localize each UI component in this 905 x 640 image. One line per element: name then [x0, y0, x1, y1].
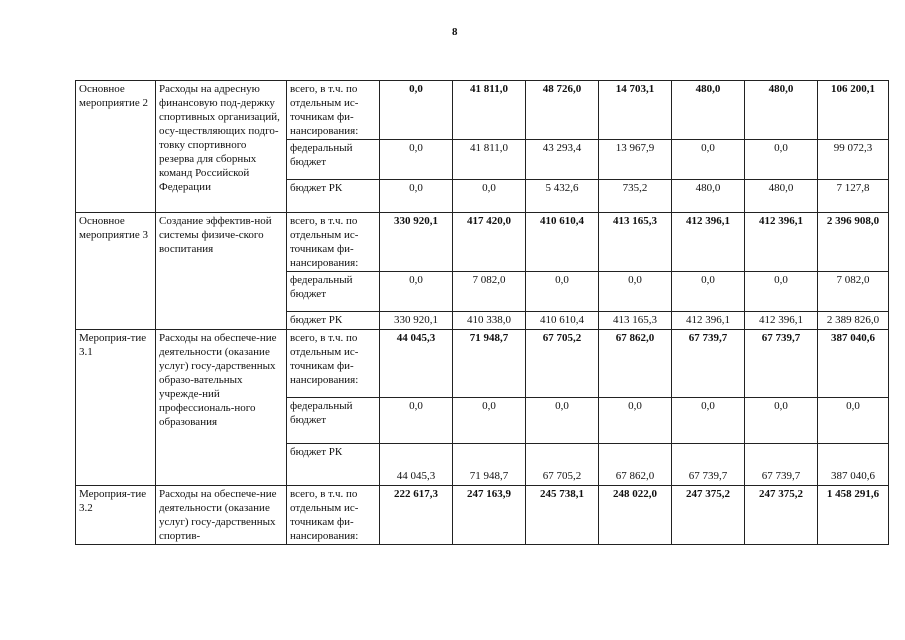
- budget-table: [75, 80, 889, 545]
- source-label-cell: всего, в т.ч. по отдельным ис-точникам фи-нансирования:: [287, 213, 380, 272]
- total-value-cell: 7 082,0: [818, 272, 889, 312]
- value-cell: 412 396,1: [672, 312, 745, 330]
- table-row: [76, 81, 889, 140]
- value-cell: 735,2: [599, 180, 672, 213]
- value-cell: 43 293,4: [526, 140, 599, 180]
- value-cell: 0,0: [672, 140, 745, 180]
- source-label-cell: федеральный бюджет: [287, 272, 380, 312]
- value-cell: 222 617,3: [380, 486, 453, 545]
- value-cell: 13 967,9: [599, 140, 672, 180]
- value-cell: 330 920,1: [380, 213, 453, 272]
- source-label-cell: всего, в т.ч. по отдельным ис-точникам фи-нансирования:: [287, 486, 380, 545]
- value-cell: 413 165,3: [599, 312, 672, 330]
- table-row: [76, 330, 889, 398]
- source-label-cell: бюджет РК: [287, 444, 380, 486]
- value-cell: 330 920,1: [380, 312, 453, 330]
- value-cell: 44 045,3: [380, 330, 453, 398]
- event-name-cell: Создание эффектив-ной системы физиче-ского воспитания: [156, 213, 287, 330]
- table-row: [76, 213, 889, 272]
- value-cell: 0,0: [526, 272, 599, 312]
- total-value-cell: 106 200,1: [818, 81, 889, 140]
- event-name-cell: Расходы на адресную финансовую под-держку спортивных организаций, осу-ществляющих подго-товку спортивного резерва для сборных команд Российской Федерации: [156, 81, 287, 213]
- value-cell: 0,0: [380, 81, 453, 140]
- total-value-cell: 1 458 291,6: [818, 486, 889, 545]
- source-label-cell: всего, в т.ч. по отдельным ис-точникам фи-нансирования:: [287, 330, 380, 398]
- value-cell: 71 948,7: [453, 330, 526, 398]
- source-label-cell: всего, в т.ч. по отдельным ис-точникам фи-нансирования:: [287, 81, 380, 140]
- value-cell: 41 811,0: [453, 140, 526, 180]
- value-cell: 41 811,0: [453, 81, 526, 140]
- value-cell: 247 375,2: [745, 486, 818, 545]
- total-value-cell: 0,0: [818, 398, 889, 444]
- value-cell: 7 082,0: [453, 272, 526, 312]
- value-cell: 14 703,1: [599, 81, 672, 140]
- value-cell: 0,0: [453, 180, 526, 213]
- value-cell: 67 739,7: [745, 330, 818, 398]
- value-cell: 0,0: [453, 398, 526, 444]
- table-row: [76, 486, 889, 545]
- event-code-cell: Мероприя-тие 3.1: [76, 330, 156, 486]
- value-cell: 0,0: [745, 398, 818, 444]
- event-code-cell: Мероприя-тие 3.2: [76, 486, 156, 545]
- value-cell: 67 739,7: [745, 444, 818, 486]
- event-code-cell: Основное мероприятие 2: [76, 81, 156, 213]
- total-value-cell: 2 396 908,0: [818, 213, 889, 272]
- value-cell: 0,0: [380, 180, 453, 213]
- value-cell: 0,0: [672, 272, 745, 312]
- value-cell: 245 738,1: [526, 486, 599, 545]
- value-cell: 67 705,2: [526, 444, 599, 486]
- source-label-cell: федеральный бюджет: [287, 140, 380, 180]
- total-value-cell: 99 072,3: [818, 140, 889, 180]
- value-cell: 412 396,1: [745, 312, 818, 330]
- value-cell: 410 338,0: [453, 312, 526, 330]
- value-cell: 410 610,4: [526, 213, 599, 272]
- value-cell: 412 396,1: [745, 213, 818, 272]
- source-label-cell: бюджет РК: [287, 180, 380, 213]
- value-cell: 0,0: [599, 272, 672, 312]
- event-name-cell: Расходы на обеспече-ние деятельности (оказание услуг) госу-дарственных спортив-: [156, 486, 287, 545]
- page-number: 8: [452, 26, 458, 38]
- event-name-cell: Расходы на обеспече-ние деятельности (оказание услуг) госу-дарственных образо-вательных учрежде-ний профессиональ-ного образования: [156, 330, 287, 486]
- value-cell: 71 948,7: [453, 444, 526, 486]
- value-cell: 0,0: [599, 398, 672, 444]
- value-cell: 417 420,0: [453, 213, 526, 272]
- value-cell: 410 610,4: [526, 312, 599, 330]
- value-cell: 0,0: [380, 398, 453, 444]
- value-cell: 413 165,3: [599, 213, 672, 272]
- value-cell: 0,0: [526, 398, 599, 444]
- value-cell: 67 862,0: [599, 444, 672, 486]
- value-cell: 480,0: [672, 81, 745, 140]
- value-cell: 247 375,2: [672, 486, 745, 545]
- value-cell: 480,0: [745, 180, 818, 213]
- value-cell: 0,0: [745, 272, 818, 312]
- total-value-cell: 7 127,8: [818, 180, 889, 213]
- source-label-cell: бюджет РК: [287, 312, 380, 330]
- total-value-cell: 387 040,6: [818, 330, 889, 398]
- event-code-cell: Основное мероприятие 3: [76, 213, 156, 330]
- value-cell: 0,0: [380, 140, 453, 180]
- value-cell: 0,0: [745, 140, 818, 180]
- value-cell: 247 163,9: [453, 486, 526, 545]
- value-cell: 48 726,0: [526, 81, 599, 140]
- value-cell: 480,0: [672, 180, 745, 213]
- value-cell: 67 862,0: [599, 330, 672, 398]
- value-cell: 480,0: [745, 81, 818, 140]
- value-cell: 67 705,2: [526, 330, 599, 398]
- value-cell: 44 045,3: [380, 444, 453, 486]
- value-cell: 248 022,0: [599, 486, 672, 545]
- value-cell: 5 432,6: [526, 180, 599, 213]
- total-value-cell: 387 040,6: [818, 444, 889, 486]
- value-cell: 67 739,7: [672, 330, 745, 398]
- value-cell: 0,0: [380, 272, 453, 312]
- value-cell: 0,0: [672, 398, 745, 444]
- total-value-cell: 2 389 826,0: [818, 312, 889, 330]
- source-label-cell: федеральный бюджет: [287, 398, 380, 444]
- value-cell: 412 396,1: [672, 213, 745, 272]
- value-cell: 67 739,7: [672, 444, 745, 486]
